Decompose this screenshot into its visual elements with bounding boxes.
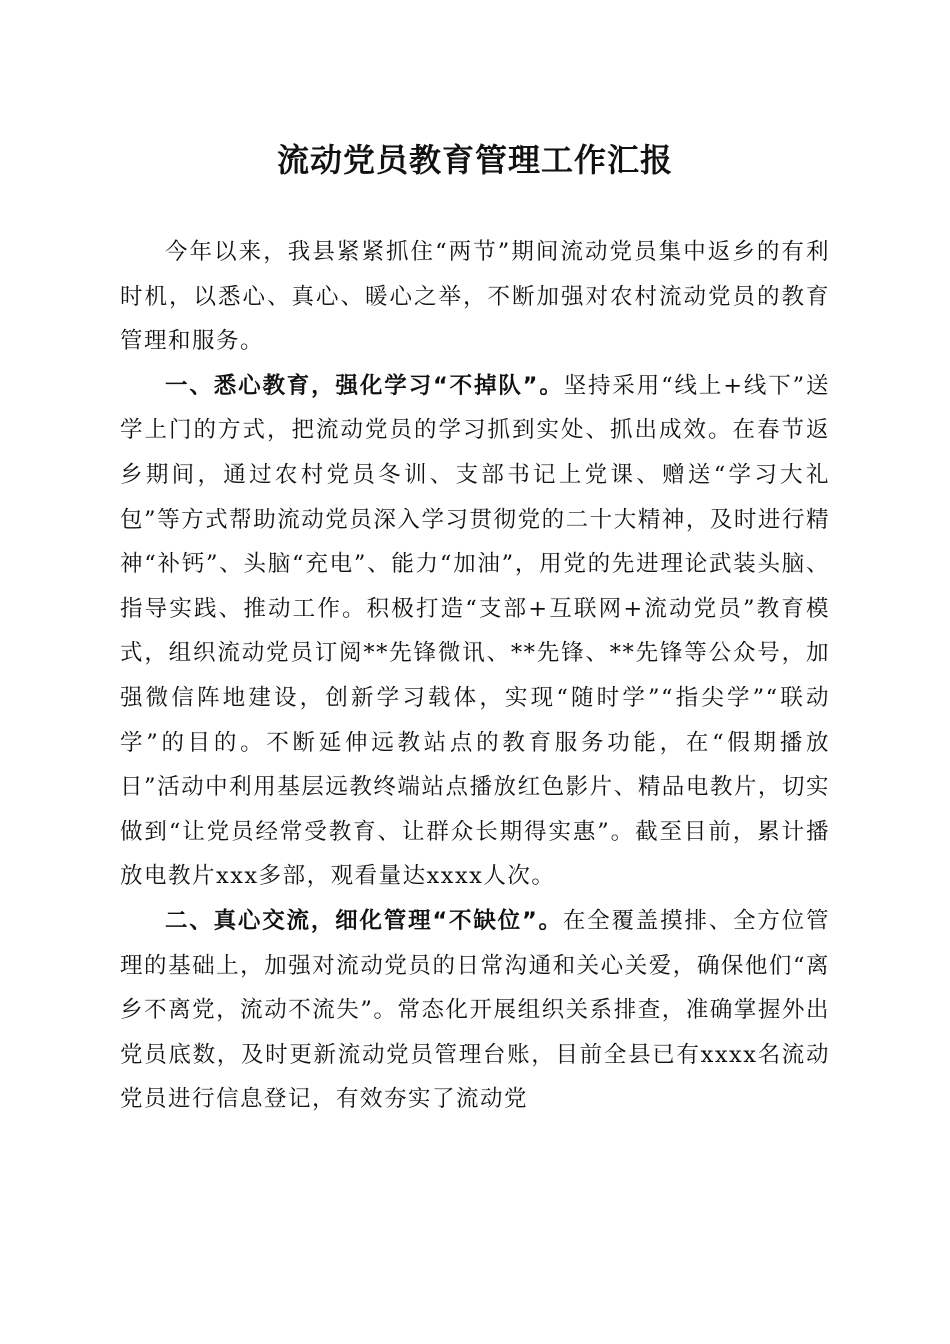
section-body-2: 在全覆盖摸排、全方位管理的基础上，加强对流动党员的日常沟通和关心关爱，确保他们“离乡不离党，流动不流失”。常态化开展组织关系排查，准确掌握外出党员底数，及时更新流动党员管理台账，目前全县已有xxxx名流动党员进行信息登记，有效夯实了流动党 bbox=[120, 907, 830, 1113]
section-body-1: 坚持采用“线上+线下”送学上门的方式，把流动党员的学习抓到实处、抓出成效。在春节返乡期间，通过农村党员冬训、支部书记上党课、赠送“学习大礼包”等方式帮助流动党员深入学习贯彻党的二十大精神，及时进行精神“补钙”、头脑“充电”、能力“加油”，用党的先进理论武装头脑、指导实践、推动工作。积极打造“支部+互联网+流动党员”教育模式，组织流动党员订阅**先锋微讯、**先锋、**先锋等公众号，加强微信阵地建设，创新学习载体，实现“随时学”“指尖学”“联动学”的目的。不断延伸远教站点的教育服务功能，在“假期播放日”活动中利用基层远教终端站点播放红色影片、精品电教片，切实做到“让党员经常受教育、让群众长期得实惠”。截至目前，累计播放电教片xxx多部，观看量达xxxx人次。 bbox=[120, 372, 830, 890]
document-body bbox=[120, 230, 830, 1122]
document-title: 流动党员教育管理工作汇报 bbox=[276, 141, 673, 179]
section-paragraph-1 bbox=[120, 364, 830, 899]
section-heading-1: 一、悉心教育，强化学习“不掉队”。 bbox=[165, 372, 564, 399]
section-paragraph-2 bbox=[120, 899, 830, 1122]
section-heading-2: 二、真心交流，细化管理“不缺位”。 bbox=[165, 907, 563, 934]
intro-paragraph: 今年以来，我县紧紧抓住“两节”期间流动党员集中返乡的有利时机，以悉心、真心、暖心之举，不断加强对农村流动党员的教育管理和服务。 bbox=[120, 239, 830, 355]
